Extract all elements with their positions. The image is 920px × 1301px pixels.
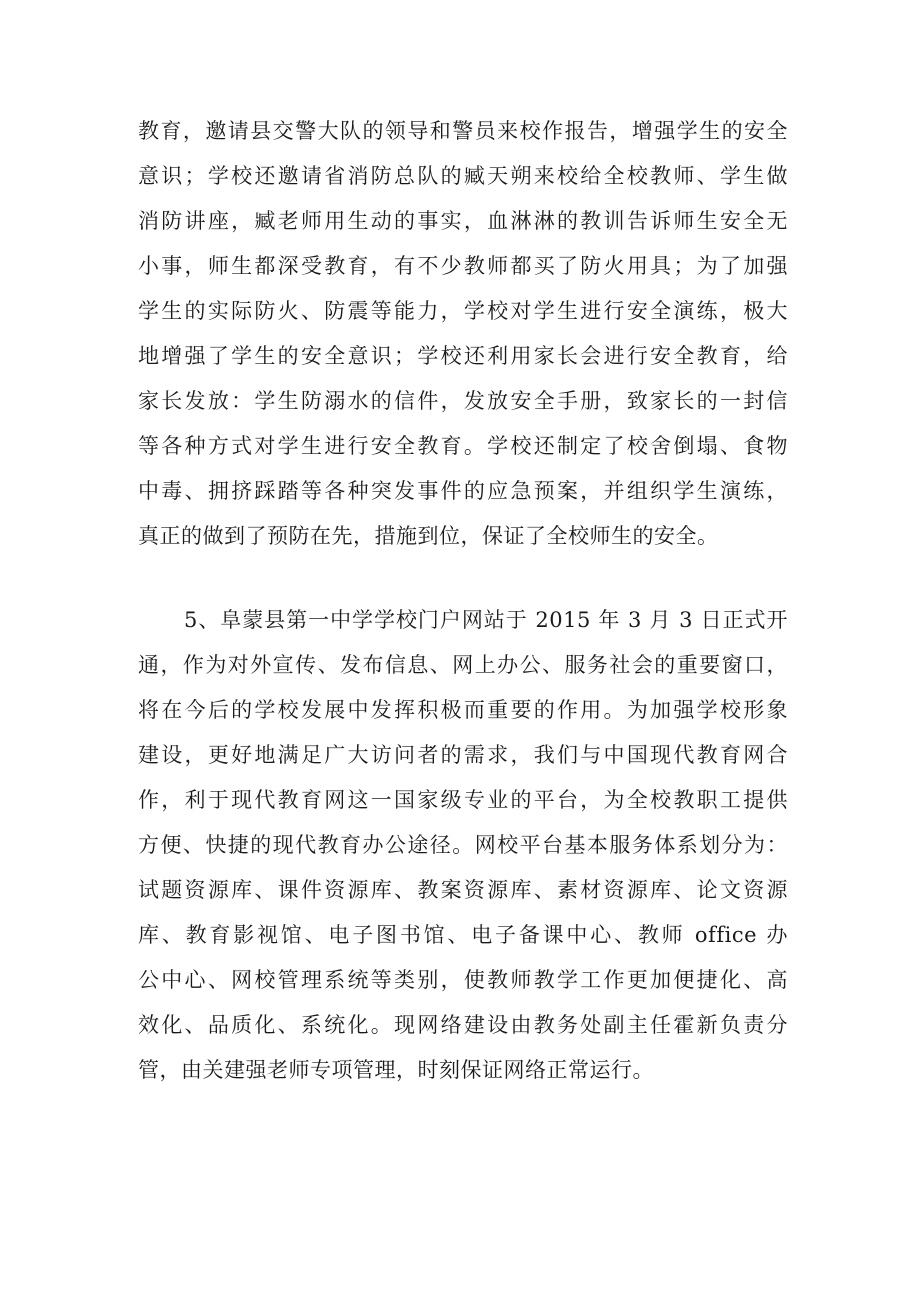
text-line: 方便、快捷的现代教育办公途径。网校平台基本服务体系划分为： [138,833,788,857]
text-line: 通，作为对外宣传、发布信息、网上办公、服务社会的重要窗口， [138,653,788,677]
text-line: 作，利于现代教育网这一国家级专业的平台，为全校教职工提供 [138,788,788,812]
text-line: 消防讲座，臧老师用生动的事实，血淋淋的教训告诉师生安全无 [138,209,788,233]
text-line: 家长发放：学生防溺水的信件，发放安全手册，致家长的一封信 [138,389,788,413]
text-line: 建设，更好地满足广大访问者的需求，我们与中国现代教育网合 [138,743,788,767]
text-line: 等各种方式对学生进行安全教育。学校还制定了校舍倒塌、食物 [138,434,788,458]
text-line: 库、教育影视馆、电子图书馆、电子备课中心、教师 office 办 [138,923,788,947]
text-line: 小事，师生都深受教育，有不少教师都买了防火用具；为了加强 [138,254,788,278]
text-line: 中毒、拥挤踩踏等各种突发事件的应急预案，并组织学生演练， [138,479,788,503]
text-line: 试题资源库、课件资源库、教案资源库、素材资源库、论文资源 [138,878,788,902]
text-line: 将在今后的学校发展中发挥积极而重要的作用。为加强学校形象 [138,698,788,722]
text-line: 地增强了学生的安全意识；学校还利用家长会进行安全教育，给 [138,344,788,368]
text-line: 5、阜蒙县第一中学学校门户网站于 2015 年 3 月 3 日正式开 [184,608,788,632]
text-line: 学生的实际防火、防震等能力，学校对学生进行安全演练，极大 [138,299,788,323]
text-line: 管，由关建强老师专项管理，时刻保证网络正常运行。 [138,1058,654,1082]
text-line: 意识；学校还邀请省消防总队的臧天朔来校给全校教师、学生做 [138,164,788,188]
text-line: 教育，邀请县交警大队的领导和警员来校作报告，增强学生的安全 [138,119,788,143]
text-line: 公中心、网校管理系统等类别，使教师教学工作更加便捷化、高 [138,968,788,992]
text-line: 效化、品质化、系统化。现网络建设由教务处副主任霍新负责分 [138,1013,788,1037]
text-line: 真正的做到了预防在先，措施到位，保证了全校师生的安全。 [138,524,719,548]
